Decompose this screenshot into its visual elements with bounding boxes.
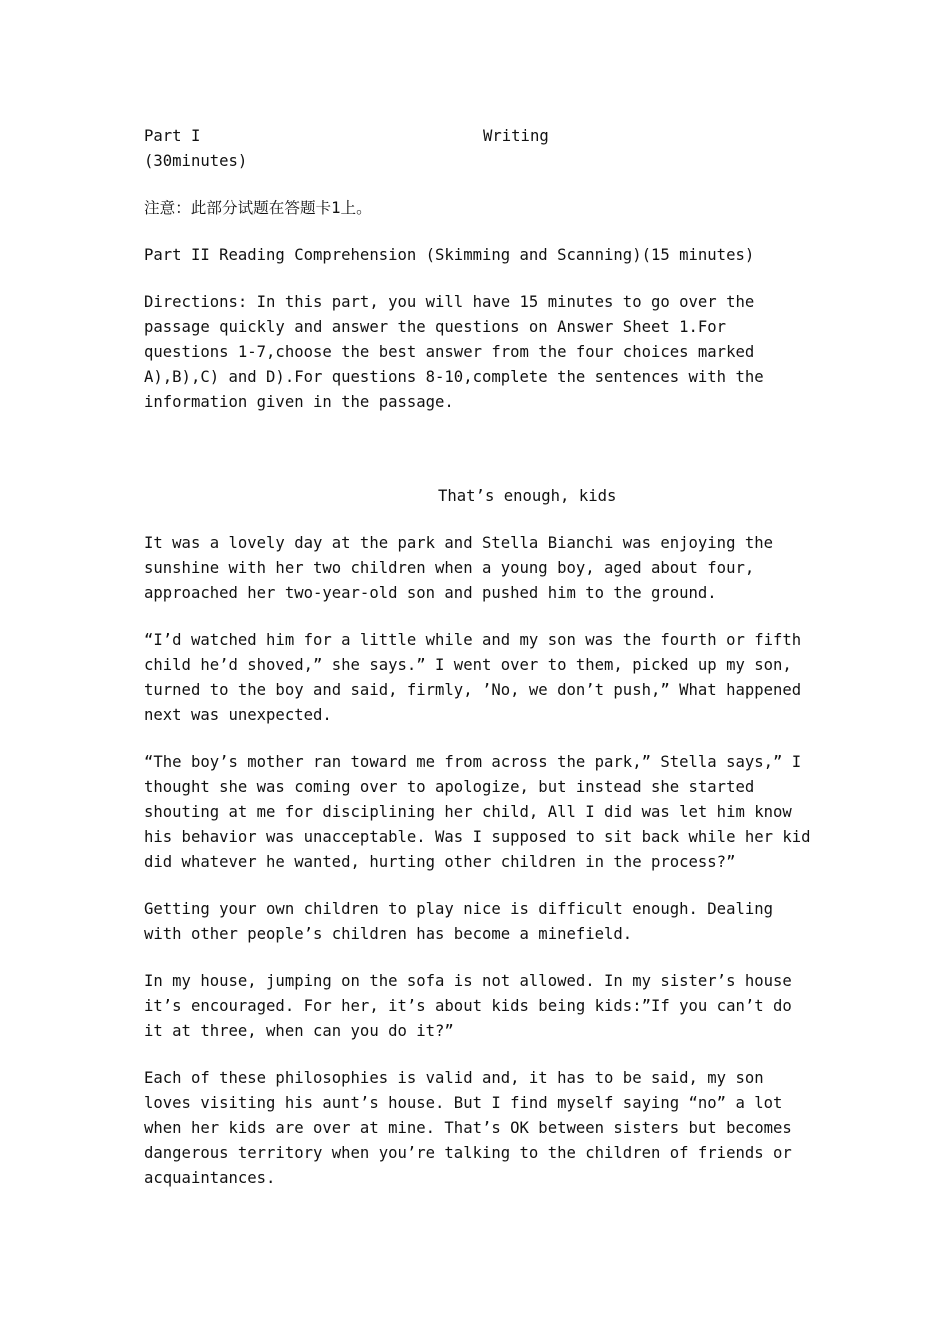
passage-paragraph: Getting your own children to play nice is difficult enough. Dealing with other people’s children has become a minefield. (144, 900, 783, 943)
document-page (144, 124, 820, 1213)
passage-paragraph: It was a lovely day at the park and Stella Bianchi was enjoying the sunshine with her two children when a young boy, aged about four, approached her two-year-old son and pushed him to the ground. (144, 534, 783, 602)
directions: Directions: In this part, you will have 15 minutes to go over the passage quickly and answer the questions on Answer Sheet 1.For questions 1-7,choose the best answer from the four choices marked A),B),C) and D).For questions 8-10,complete the sentences with the information given in the passage. (144, 293, 774, 411)
part1-time: (30minutes) (144, 152, 248, 170)
answer-sheet-note: 注意：此部分试题在答题卡1上。 (144, 199, 372, 217)
passage-paragraph: Each of these philosophies is valid and, it has to be said, my son loves visiting his aunt’s house. But I find myself saying “no” a lot when her kids are over at mine. That’s OK between sisters but becomes dangerous territory when you’re talking to the children of friends or acquaintances. (144, 1069, 802, 1187)
passage-paragraph: “I’d watched him for a little while and my son was the fourth or fifth child he’d shoved,” she says.” I went over to them, picked up my son, turned to the boy and said, firmly, ’No, we don’t push,” What happened next was unexpected. (144, 631, 811, 724)
part2-heading: Part II Reading Comprehension (Skimming and Scanning)(15 minutes) (144, 246, 755, 264)
spacer (144, 437, 814, 484)
passage-title: That’s enough, kids (438, 487, 617, 505)
part1-heading (144, 124, 814, 174)
passage-paragraph: “The boy’s mother ran toward me from across the park,” Stella says,” I thought she was coming over to apologize, but instead she started shouting at me for disciplining her child, All I did was let him know his behavior was unacceptable. Was I supposed to sit back while her kid did whatever he wanted, hurting other children in the process?” (144, 753, 820, 871)
part1-label: Part I (144, 127, 201, 145)
part1-section: Writing (483, 127, 549, 145)
passage-paragraph: In my house, jumping on the sofa is not allowed. In my sister’s house it’s encouraged. For her, it’s about kids being kids:”If you can’t do it at three, when can you do it?” (144, 972, 802, 1040)
